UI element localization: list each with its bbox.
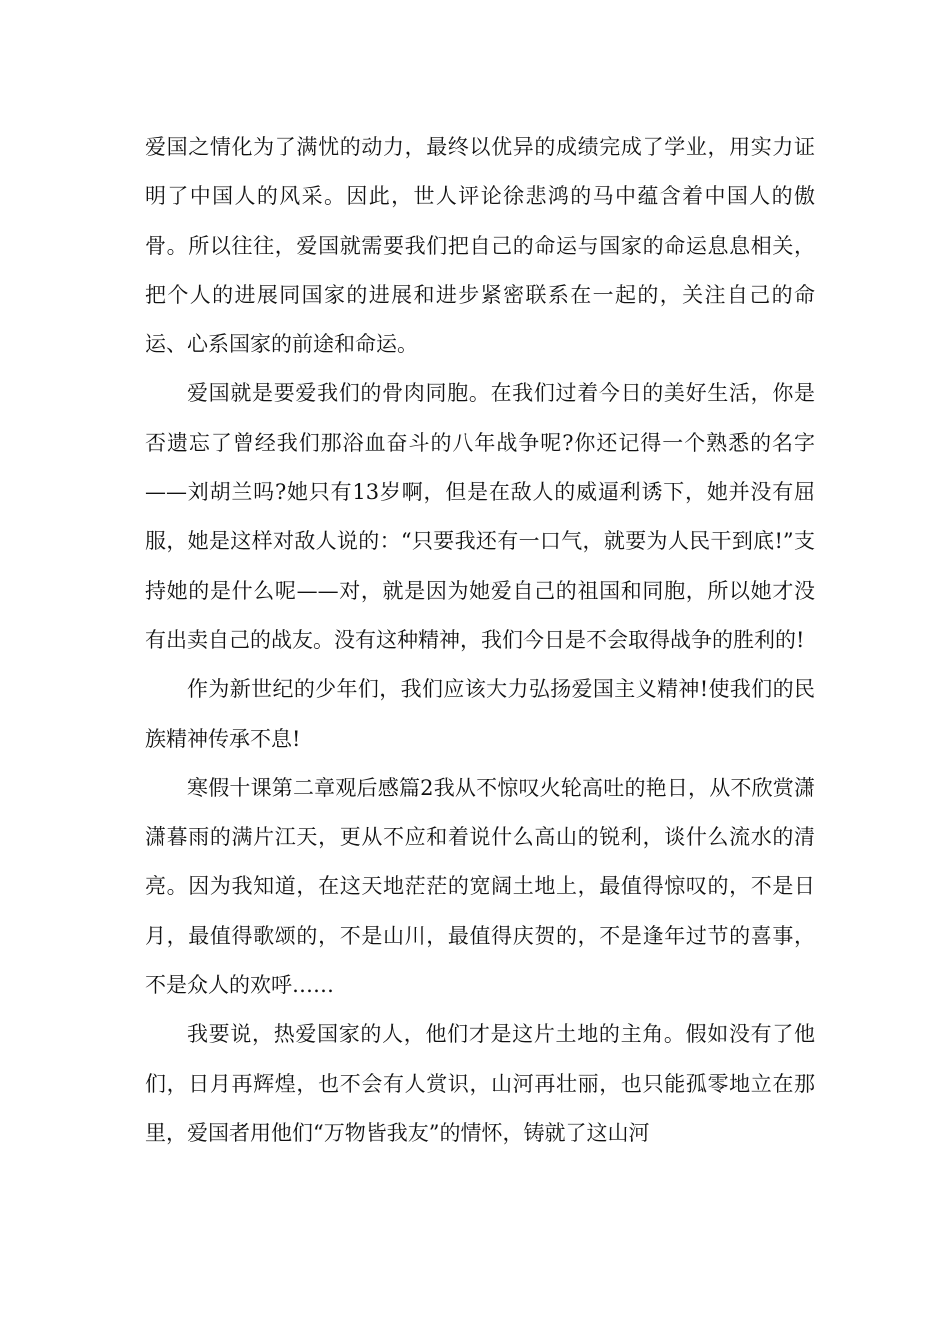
paragraph: 寒假十课第二章观后感篇2我从不惊叹火轮高吐的艳日，从不欣赏潇潇暮雨的满片江天，更从不应和着说什么高山的锐利，谈什么流水的清亮。因为我知道，在这天地茫茫的宽阔土地上，最值得惊叹的，不是日月，最值得歌颂的，不是山川，最值得庆贺的，不是逢年过节的喜事，不是众人的欢呼……: [145, 775, 815, 998]
paragraph: 我要说，热爱国家的人，他们才是这片土地的主角。假如没有了他们，日月再辉煌，也不会有人赏识，山河再壮丽，也只能孤零地立在那里，爱国者用他们“万物皆我友”的情怀，铸就了这山河: [145, 1022, 815, 1145]
paragraph: 爱国就是要爱我们的骨肉同胞。在我们过着今日的美好生活，你是否遗忘了曾经我们那浴血奋斗的八年战争呢?你还记得一个熟悉的名字——刘胡兰吗?她只有13岁啊，但是在敌人的威逼利诱下，她并没有屈服，她是这样对敌人说的：“只要我还有一口气，就要为人民干到底!”支持她的是什么呢——对，就是因为她爱自己的祖国和同胞，所以她才没有出卖自己的战友。没有这种精神，我们今日是不会取得战争的胜利的!: [145, 381, 815, 652]
document-body: [145, 123, 815, 1158]
paragraph: 爱国之情化为了满忧的动力，最终以优异的成绩完成了学业，用实力证明了中国人的风采。因此，世人评论徐悲鸿的马中蕴含着中国人的傲骨。所以往往，爱国就需要我们把自己的命运与国家的命运息息相关，把个人的进展同国家的进展和进步紧密联系在一起的，关注自己的命运、心系国家的前途和命运。: [145, 135, 815, 357]
paragraph: 作为新世纪的少年们，我们应该大力弘扬爱国主义精神!使我们的民族精神传承不息!: [145, 677, 815, 751]
